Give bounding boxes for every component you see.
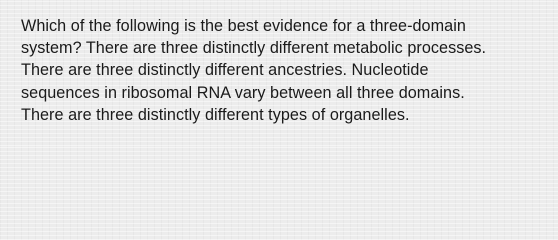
question-line-1: Which of the following is the best evidence for a three-domain [21, 17, 466, 35]
question-line-5: There are three distinctly different types of organelles. [21, 105, 410, 124]
question-line-4: sequences in ribosomal RNA vary between all three domains. [21, 83, 465, 102]
question-text [21, 15, 550, 126]
question-line-2: system? There are three distinctly different metabolic processes. [21, 39, 487, 58]
question-line-3: There are three distinctly different ancestries. Nucleotide [21, 61, 429, 80]
